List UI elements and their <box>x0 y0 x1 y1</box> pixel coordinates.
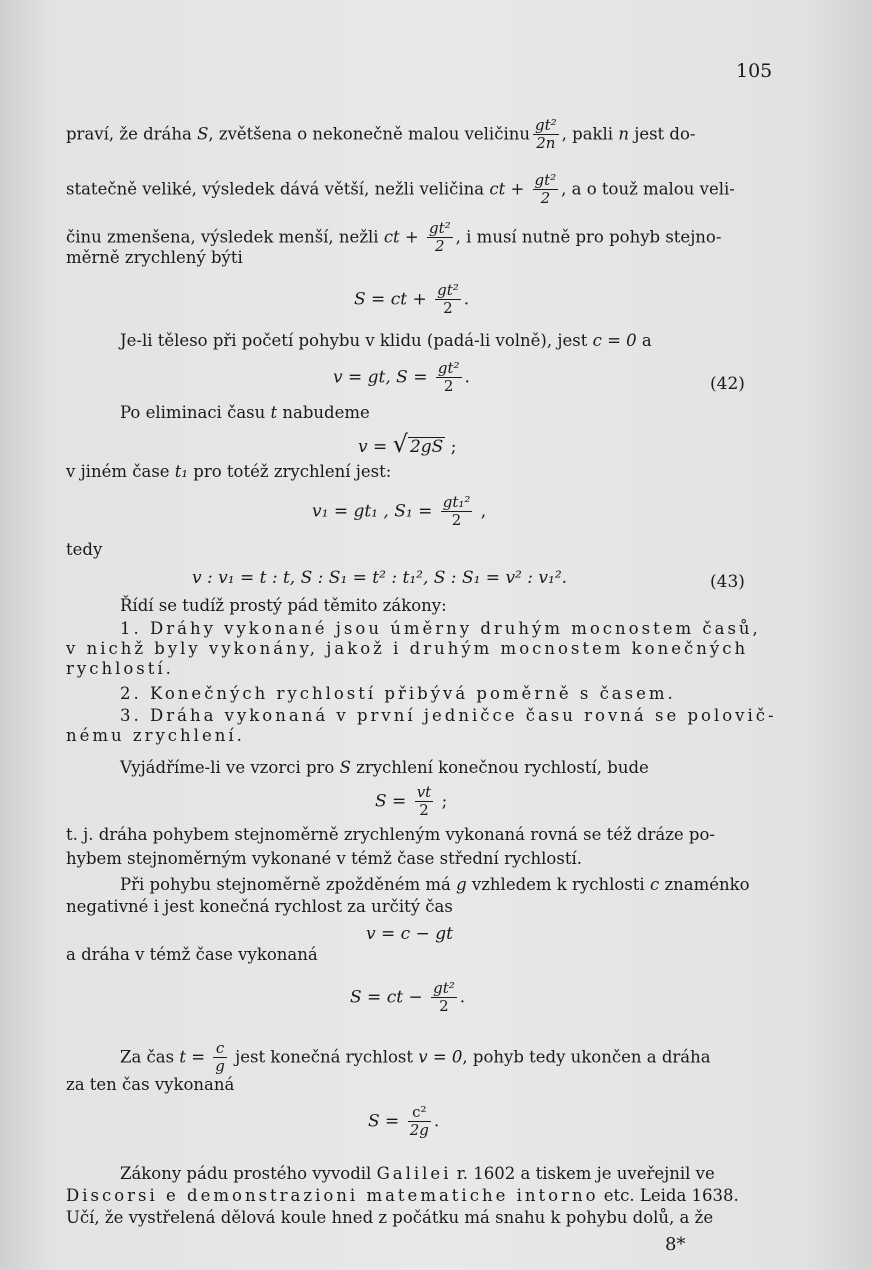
fraction: $\frac{\text{gt₁²}}{2}$ <box>442 493 471 530</box>
text-run: statečně veliké, výsledek dává větší, nežli veličina <box>66 179 490 199</box>
inline-fraction: $\frac{\text{gt²}}{2}$ <box>534 171 557 208</box>
math-symbol: c = 0 <box>592 331 637 350</box>
text-line: Zákony pádu prostého vyvodil Galilei r. 1602 a tiskem je uveřejnil ve <box>120 1164 715 1183</box>
equation-display: S = $\frac{\text{c²}}{2g}$ . <box>368 1103 440 1140</box>
text-run: praví, že dráha <box>66 124 198 144</box>
math-symbol: ct + <box>383 227 424 247</box>
equation-display: S = ct − $\frac{\text{gt²}}{2}$ . <box>350 979 466 1016</box>
math-symbol: t₁ <box>174 462 189 481</box>
text-line: nému zrychlení. <box>66 726 245 745</box>
text-line: Řídí se tudíž prostý pád těmito zákony: <box>120 596 447 615</box>
inline-fraction: $\frac{\text{gt²}}{2}$ <box>429 219 451 256</box>
fraction: $\frac{\text{gt²}}{2}$ <box>433 979 455 1016</box>
text-line: Za čas t = $\frac{c}{g}$ jest konečná rychlost v = 0, pohyb tedy ukončen a dráha <box>120 1039 711 1076</box>
text-line: hybem stejnoměrným vykonané v témž čase střední rychlostí. <box>66 849 582 868</box>
radical-sign: √ <box>392 430 408 458</box>
text-run: jest do- <box>628 124 696 144</box>
math-symbol: c <box>649 875 660 894</box>
text-line: 3. Dráha vykonaná v první jedničce času rovná se polovič- <box>120 706 777 725</box>
text-run: , zvětšena o nekonečně malou veličinu <box>208 124 530 144</box>
text-line: a dráha v témž čase vykonaná <box>66 945 318 964</box>
equation-display: v : v₁ = t : t, S : S₁ = t² : t₁², S : S₁ = v² : v₁². <box>192 568 568 588</box>
text-line <box>66 117 696 153</box>
text-line <box>66 172 735 208</box>
equation-display: S = ct + $\frac{\text{gt²}}{2}$ . <box>354 281 470 318</box>
equation-number: (43) <box>710 572 745 592</box>
text-line: Discorsi e demonstrazioni matematiche intorno etc. Leida 1638. <box>66 1186 739 1205</box>
text-run: , a o touž malou veli- <box>561 179 735 199</box>
text-line: za ten čas vykonaná <box>66 1075 235 1094</box>
equation-number: (42) <box>710 374 745 394</box>
spaced-name: Galilei <box>376 1164 452 1183</box>
text-run: , i musí nutně pro pohyb stejno- <box>455 227 722 247</box>
text-line: tedy <box>66 540 103 559</box>
math-symbol: t <box>270 403 278 422</box>
fraction: $\frac{\text{c²}}{2g}$ <box>409 1103 429 1140</box>
equation-display: v = gt, S = $\frac{\text{gt²}}{2}$ . <box>333 359 470 396</box>
fraction: $\frac{vt}{2}$ <box>416 783 432 820</box>
equation-display: S = $\frac{vt}{2}$ ; <box>375 783 448 820</box>
equation-display: v₁ = gt₁ , S₁ = $\frac{\text{gt₁²}}{2}$ , <box>312 493 487 530</box>
text-line: měrně zrychlený býti <box>66 248 243 267</box>
fraction: $\frac{\text{gt²}}{2}$ <box>437 359 460 396</box>
spaced-title: Discorsi e demonstrazioni matematiche intorno <box>66 1186 599 1205</box>
equation-display: v = c − gt <box>366 924 453 944</box>
text-line: 2. Konečných rychlostí přibývá poměrně s časem. <box>120 684 676 703</box>
math-symbol: ct + <box>489 179 530 199</box>
inline-fraction: $\frac{\text{gt²}}{2n}$ <box>534 116 557 153</box>
signature-mark: 8* <box>665 1234 686 1255</box>
text-line: t. j. dráha pohybem stejnoměrně zrychleným vykonaná rovná se též dráze po- <box>66 825 715 844</box>
text-line: Je-li těleso při početí pohybu v klidu (padá-li volně), jest c = 0 a <box>120 331 652 350</box>
text-run: činu zmenšena, výsledek menší, nežli <box>66 227 384 247</box>
math-symbol: S <box>339 758 351 777</box>
text-line: Po eliminaci času t nabudeme <box>120 403 370 422</box>
fraction: $\frac{\text{gt²}}{2}$ <box>437 281 459 318</box>
math-symbol: n <box>618 124 629 144</box>
math-symbol: g <box>456 875 467 894</box>
text-line: Při pohybu stejnoměrně zpožděném má g vzhledem k rychlosti c znaménko <box>120 875 750 894</box>
math-symbol: v = 0 <box>418 1047 463 1067</box>
text-line: 1. Dráhy vykonané jsou úměrny druhým mocnostem časů, <box>120 619 761 638</box>
text-line: v jiném čase t₁ pro totéž zrychlení jest: <box>66 462 392 481</box>
math-symbol: t = <box>179 1047 211 1067</box>
text-run: , pakli <box>561 124 619 144</box>
text-line: negativné i jest konečná rychlost za určitý čas <box>66 897 453 916</box>
equation-display: v = √ 2gS ; <box>358 430 457 458</box>
text-line: Vyjádříme-li ve vzorci pro S zrychlení konečnou rychlostí, bude <box>120 758 649 777</box>
inline-fraction: $\frac{c}{g}$ <box>215 1039 225 1076</box>
text-line: v nichž byly vykonány, jakož i druhým mocnostem konečných <box>66 639 749 658</box>
page-number: 105 <box>736 60 773 82</box>
text-line: rychlostí. <box>66 659 174 678</box>
math-symbol: S <box>197 124 209 144</box>
text-line: Učí, že vystřelená dělová koule hned z počátku má snahu k pohybu dolů, a že <box>66 1208 714 1227</box>
